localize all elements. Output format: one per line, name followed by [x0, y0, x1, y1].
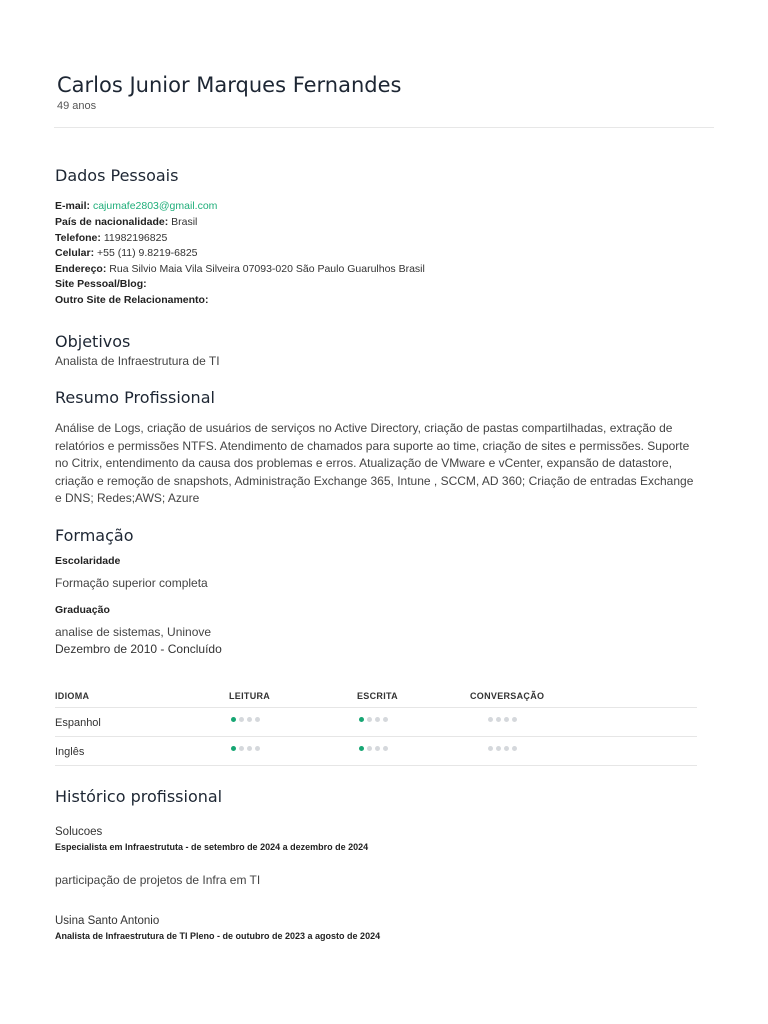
level-dot-empty	[367, 717, 372, 722]
language-level-escrita	[359, 717, 388, 722]
language-level-leitura	[231, 746, 260, 751]
section-title-formacao: Formação	[55, 526, 134, 545]
level-dot-empty	[383, 746, 388, 751]
mobile-label: Celular:	[55, 247, 95, 259]
level-dot-filled	[359, 746, 364, 751]
email-link[interactable]: cajumafe2803@gmail.com	[92, 200, 218, 212]
level-dot-empty	[255, 746, 260, 751]
language-row	[55, 708, 697, 737]
address-value: Rua Silvio Maia Vila Silveira 07093-020 São Paulo Guarulhos Brasil	[109, 263, 425, 275]
candidate-age: 49 anos	[57, 100, 97, 112]
job-company: Solucoes	[55, 826, 103, 838]
nationality-line	[55, 216, 197, 228]
candidate-name: Carlos Junior Marques Fernandes	[57, 73, 402, 97]
header-divider	[54, 127, 714, 128]
level-dot-empty	[255, 717, 260, 722]
objective-text: Analista de Infraestrutura de TI	[55, 354, 220, 368]
language-level-leitura	[231, 717, 260, 722]
level-dot-empty	[488, 717, 493, 722]
blog-label: Site Pessoal/Blog:	[55, 278, 147, 290]
section-title-historico: Histórico profissional	[55, 787, 223, 806]
phone-value: 11982196825	[103, 232, 168, 244]
nationality-label: País de nacionalidade:	[55, 216, 169, 228]
job-company: Usina Santo Antonio	[55, 915, 160, 927]
level-dot-filled	[231, 717, 236, 722]
level-dot-empty	[504, 746, 509, 751]
level-dot-empty	[375, 717, 380, 722]
section-title-objetivos: Objetivos	[55, 332, 131, 351]
level-dot-filled	[359, 717, 364, 722]
languages-table-header	[55, 688, 697, 708]
email-line	[55, 200, 217, 212]
mobile-line	[55, 247, 198, 259]
language-name: Espanhol	[55, 717, 101, 729]
graduation-course: analise de sistemas, Uninove	[55, 625, 212, 639]
graduation-status: Dezembro de 2010 - Concluído	[55, 642, 222, 656]
phone-label: Telefone:	[55, 232, 101, 244]
nationality-value: Brasil	[171, 216, 198, 228]
level-dot-empty	[496, 717, 501, 722]
level-dot-empty	[504, 717, 509, 722]
languages-rows	[55, 708, 697, 766]
address-line	[55, 263, 425, 275]
level-dot-empty	[488, 746, 493, 751]
summary-text: Análise de Logs, criação de usuários de serviços no Active Directory, criação de pastas compartilhadas, extração de relatórios e permissões NTFS. Atendimento de chamados para suporte ao time, criação de sites e permissões. Suporte no Citrix, entendimento da causa dos problemas e erros. Atualização de VMware e vCenter, expansão de datastore, criação e remoção de snapshots, Administração Exchange 365, Intune , SCCM, AD 360; Criação de entradas Exchange e DNS; Redes;AWS; Azure	[55, 421, 694, 506]
section-title-dados: Dados Pessoais	[55, 166, 179, 185]
education-level-label: Escolaridade	[55, 555, 121, 567]
level-dot-empty	[512, 746, 517, 751]
job-role: Analista de Infraestrutura de TI Pleno - de outubro de 2023 a agosto de 2024	[55, 931, 381, 941]
section-title-resumo: Resumo Profissional	[55, 388, 215, 407]
language-name: Inglês	[55, 746, 85, 758]
languages-table	[55, 688, 697, 766]
job-description: participação de projetos de Infra em TI	[55, 873, 261, 887]
graduation-label: Graduação	[55, 604, 110, 616]
header-conversacao: CONVERSAÇÃO	[470, 691, 545, 701]
header-idioma: IDIOMA	[55, 691, 90, 701]
header-leitura: LEITURA	[229, 691, 271, 701]
level-dot-empty	[383, 717, 388, 722]
blog-line	[55, 278, 147, 290]
other-site-line	[55, 294, 208, 306]
phone-line	[55, 232, 167, 244]
level-dot-empty	[512, 717, 517, 722]
language-level-conversacao	[488, 746, 517, 751]
language-level-escrita	[359, 746, 388, 751]
header-escrita: ESCRITA	[357, 691, 398, 701]
level-dot-empty	[375, 746, 380, 751]
job-role: Especialista em Infraestrututa - de setembro de 2024 a dezembro de 2024	[55, 842, 369, 852]
other-site-label: Outro Site de Relacionamento:	[55, 294, 209, 306]
level-dot-empty	[239, 746, 244, 751]
education-level-value: Formação superior completa	[55, 576, 208, 590]
level-dot-filled	[231, 746, 236, 751]
level-dot-empty	[247, 746, 252, 751]
mobile-value: +55 (11) 9.8219-6825	[97, 247, 198, 259]
address-label: Endereço:	[55, 263, 107, 275]
level-dot-empty	[239, 717, 244, 722]
language-level-conversacao	[488, 717, 517, 722]
level-dot-empty	[247, 717, 252, 722]
email-label: E-mail:	[55, 200, 91, 212]
level-dot-empty	[367, 746, 372, 751]
level-dot-empty	[496, 746, 501, 751]
language-row	[55, 737, 697, 766]
